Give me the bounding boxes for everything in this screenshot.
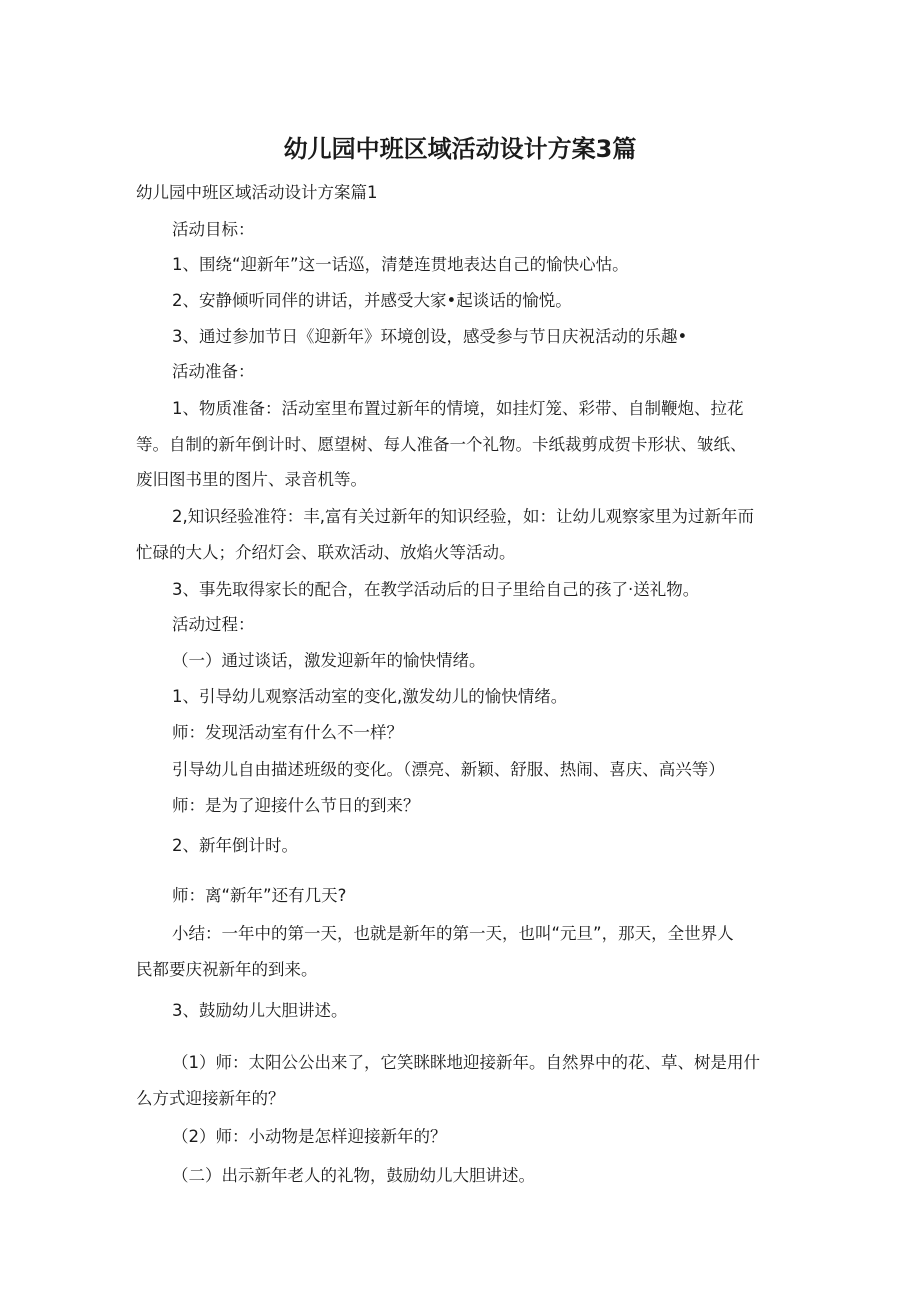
prep-1-line-1: 1、物质准备：活动室里布置过新年的情境，如挂灯笼、彩带、自制鞭炮、拉花 <box>172 399 744 418</box>
prep-1-line-3: 废旧图书里的图片、录音机等。 <box>136 470 367 489</box>
prep-3: 3、事先取得家长的配合，在教学活动后的日子里给自己的孩了·送礼物。 <box>172 580 700 599</box>
goal-3: 3、通过参加节日《迎新年》环境创设，感受参与节日庆祝活动的乐趣• <box>172 327 688 346</box>
process-part-1: （一）通过谈话，激发迎新年的愉快情绪。 <box>172 651 486 670</box>
teacher-question-3: 师：离“新年”还有几天? <box>172 886 347 905</box>
heading-preparation: 活动准备： <box>172 362 255 381</box>
goal-1: 1、围绕“迎新年”这一话巡，清楚连贯地表达自己的愉快心怙。 <box>172 255 629 274</box>
sub-item-1-line-2: 么方式迎接新年的？ <box>136 1089 285 1108</box>
section-heading: 幼儿园中班区域活动设计方案篇1 <box>136 183 378 202</box>
sub-item-1-line-1: （1）师：太阳公公出来了，它笑眯眯地迎接新年。自然界中的花、草、树是用什 <box>172 1053 760 1072</box>
process-step-1: 1、引导幼儿观察活动室的变化,激发幼儿的愉快情绪。 <box>172 687 568 706</box>
summary-line-2: 民都要庆祝新年的到来。 <box>136 960 318 979</box>
summary-line-1: 小结：一年中的第一天，也就是新年的第一天，也叫“元旦”，那天，全世界人 <box>172 924 734 943</box>
prep-2-line-1: 2,知识经验准符：丰,富有关过新年的知识经验，如：让幼儿观察家里为过新年而 <box>172 507 754 526</box>
prep-1-line-2: 等。自制的新年倒计时、愿望树、每人准备一个礼物。卡纸裁剪成贺卡形状、皱纸、 <box>136 435 747 454</box>
teacher-question-1: 师：发现活动室有什么不一样？ <box>172 723 403 742</box>
heading-process: 活动过程： <box>172 615 255 634</box>
heading-goals: 活动目标： <box>172 220 255 239</box>
sub-item-2: （2）师：小动物是怎样迎接新年的？ <box>172 1127 447 1146</box>
teacher-question-2: 师：是为了迎接什么节日的到来？ <box>172 796 420 815</box>
process-part-2: （二）出示新年老人的礼物，鼓励幼儿大胆讲述。 <box>172 1166 535 1185</box>
process-step-3: 3、鼓励幼儿大胆讲述。 <box>172 1001 348 1020</box>
goal-2: 2、安静倾听同伴的讲话，并感受大家•起谈话的愉悦。 <box>172 291 572 310</box>
prep-2-line-2: 忙碌的大人；介绍灯会、联欢活动、放焰火等活动。 <box>136 543 516 562</box>
guide-description: 引导幼儿自由描述班级的变化。（漂亮、新颖、舒服、热闹、喜庆、高兴等） <box>172 760 725 779</box>
process-step-2: 2、新年倒计时。 <box>172 836 298 855</box>
document-title: 幼儿园中班区域活动设计方案3篇 <box>283 135 637 163</box>
